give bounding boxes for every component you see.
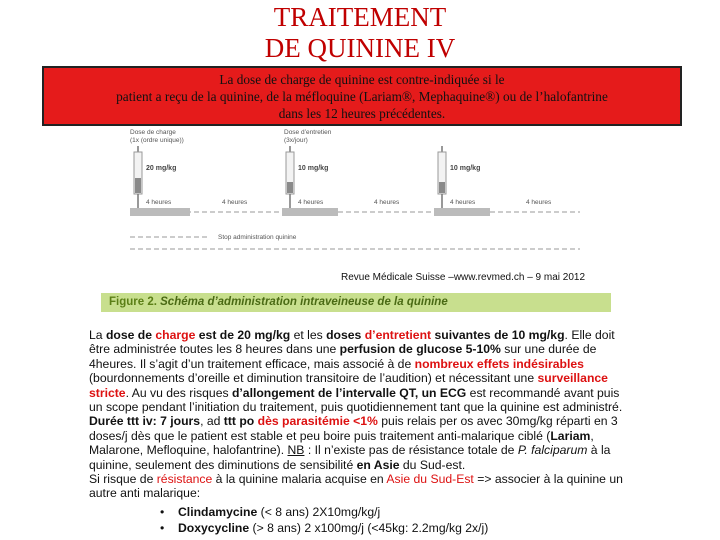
banner-line3: dans les 12 heures précédentes. [278, 106, 446, 121]
text-line: Si risque de résistance à la quinine malaria acquise en Asie du Sud-Est => associer à la quinine un [89, 472, 623, 487]
figure-caption-text: Schéma d’administration intraveineuse de la quinine [160, 296, 448, 308]
syringe-icon [134, 146, 142, 210]
figure-caption-label: Figure 2. [109, 296, 157, 308]
citation: Revue Médicale Suisse –www.revmed.ch – 9 mai 2012 [341, 272, 586, 283]
drug-name: Doxycycline [178, 521, 250, 535]
interval-label-4: 4 heures [374, 199, 400, 206]
page-title-line1: TRAITEMENT [273, 2, 447, 32]
interval-label-3: 4 heures [298, 199, 324, 206]
text-line: quinine, seulement des diminutions de sensibilité en Asie du Sud-est. [89, 457, 466, 472]
dose-entretien-sub: (3x/jour) [284, 137, 308, 144]
contraindication-banner [42, 66, 682, 126]
text-line: stricte. Au vu des risques d’allongement de l’intervalle QT, un ECG est recommandé avant puis [89, 385, 620, 400]
drug-detail: (> 8 ans) 2 x100mg/j (<45kg: 2.2mg/kg 2x/j) [249, 521, 489, 535]
interval-label-1: 4 heures [146, 199, 172, 206]
text-line: autre anti malarique: [89, 486, 201, 501]
banner-line1: La dose de charge de quinine est contre-indiquée si le [219, 72, 505, 87]
interval-label-6: 4 heures [526, 199, 552, 206]
text-line: Durée ttt iv: 7 jours, ad ttt po dès parasitémie <1% puis relais per os avec 30mg/kg réparti en 3 [89, 414, 618, 429]
dose-entretien-label: Dose d’entretien [284, 129, 332, 136]
text-line: un scope pendant l’initiation du traitement, puis quotidiennement tant que la quinine est administré. [89, 400, 623, 415]
treatment-text [89, 328, 629, 501]
text-line: 4heures. Il s’agit d’un traitement efficace, mais associé à de nombreux effets indésirables [89, 356, 584, 371]
interval-label-5: 4 heures [450, 199, 476, 206]
interval-label-2: 4 heures [222, 199, 248, 206]
bullet-icon: • [160, 521, 165, 535]
text-line: La dose de charge est de 20 mg/kg et les doses d’entretient suivantes de 10 mg/kg. Elle doit [89, 328, 615, 342]
syringe-icon [286, 146, 294, 210]
drug-name: Clindamycine [178, 505, 258, 519]
bullet-icon: • [160, 505, 165, 519]
figure-caption [101, 293, 611, 312]
text-line: Malarone, Mefloquine, halofantrine). NB : Il n’existe pas de résistance totale de P. falciparum à la [89, 443, 611, 458]
dose-charge-label: Dose de charge [130, 129, 176, 136]
dose-value-1: 20 mg/kg [146, 165, 177, 172]
text-line: doses/j dès que le patient est stable et peu boire puis traitement anti-malarique ciblé (Lariam, [89, 428, 594, 443]
banner-line2: patient a reçu de la quinine, de la méfloquine (Lariam®, Mephaquine®) ou de l’halofantrine [116, 89, 608, 104]
dose-value-3: 10 mg/kg [450, 165, 481, 172]
drug-detail: (< 8 ans) 2X10mg/kg/j [257, 505, 381, 519]
text-line: (bourdonnements d’oreille et diminution transitoire de l’audition) et nécessitant une surveillance [89, 371, 608, 386]
page-title-line2: DE QUININE IV [264, 33, 456, 63]
dose-charge-sub: (1x (ordre unique)) [130, 137, 184, 144]
dose-value-2: 10 mg/kg [298, 165, 329, 172]
text-line: être administrée toutes les 8 heures dans une perfusion de glucose 5-10% sur une durée de [89, 342, 597, 357]
syringe-icon [438, 146, 446, 210]
administration-schema-figure [100, 124, 610, 314]
stop-administration-label: Stop administration quinine [218, 234, 297, 241]
